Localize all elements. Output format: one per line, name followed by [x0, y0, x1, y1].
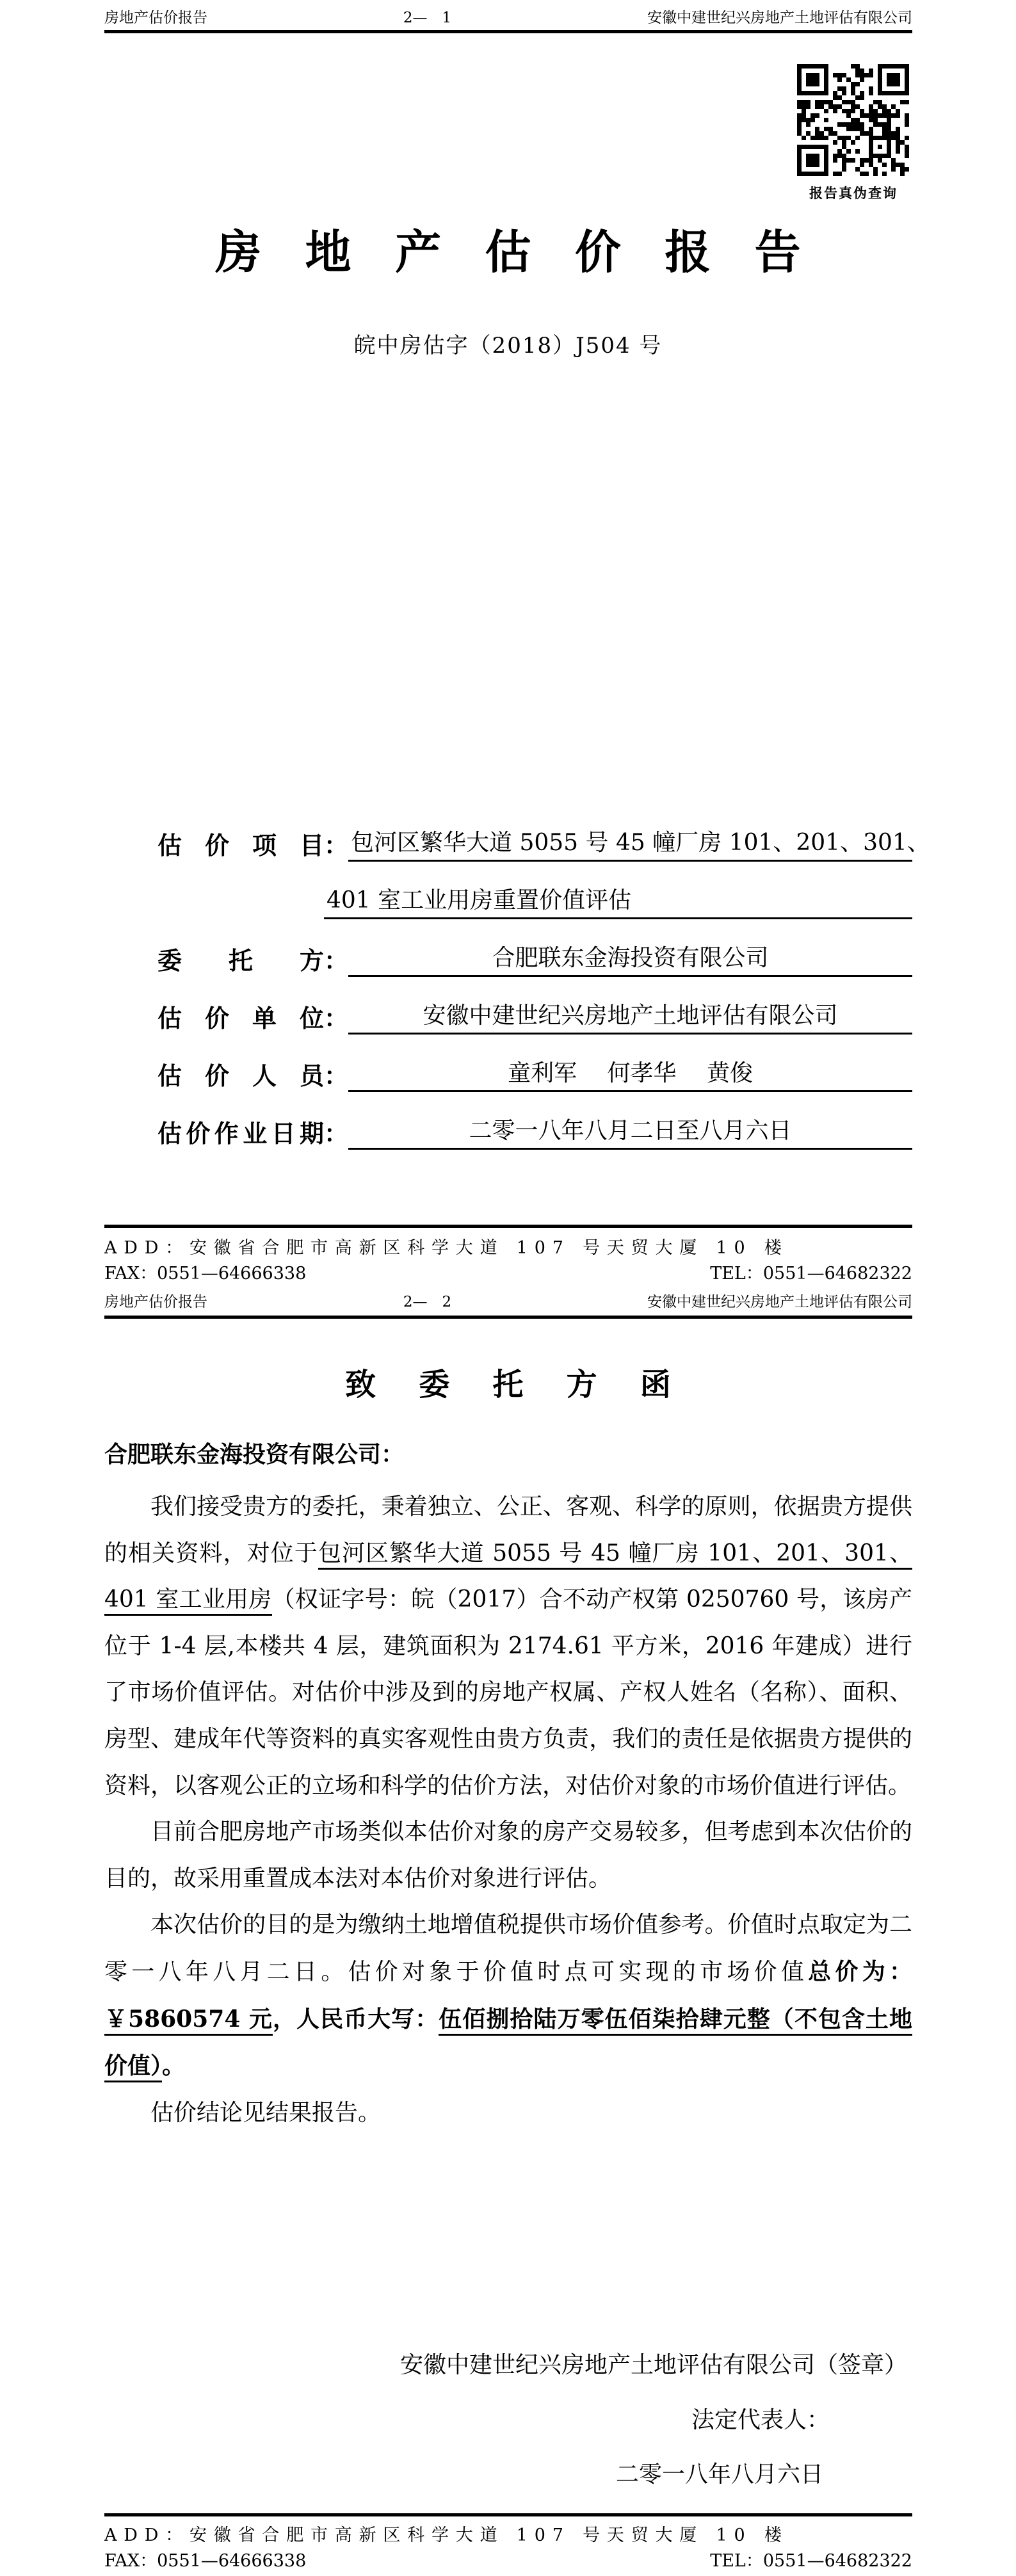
text-segment: 估价结论见结果报告。: [150, 2099, 382, 2126]
signature-legal-rep: 法定代表人：: [691, 2407, 830, 2433]
header-doc-title: 房地产估价报告: [104, 10, 207, 26]
field-colon: ：: [324, 1061, 349, 1090]
footer-tel: TEL：0551—64682322: [710, 1264, 912, 1284]
field-value: 包河区繁华大道 5055 号 45 幢厂房 101、201、301、: [348, 826, 912, 862]
text-segment: （权证字号：皖（2017）合不动产权第 0250760 号，该房产位于 1-4 层,本楼共 4 层，建筑面积为 2174.61 平方米，2016 年建成）进行了市场价值评估。对估价中涉及到的房地产权属、产权人姓名（名称）、面积、房型、建成年代等资料的真实客观性由贵方负责，我们的责任是依据贵方提供的资料，以客观公正的立场和科学的估价方法，对估价对象的市场价值进行评估。: [104, 1586, 912, 1799]
field-value: 童利军 何孝华 黄俊: [348, 1057, 912, 1092]
text-segment: 我们接受贵方的委托，秉着独立、公正、客观、科学的原则，依据贵方提供的相关资料，对位于: [104, 1493, 912, 1566]
field-colon: ：: [324, 946, 349, 975]
report-number: 皖中房估字（2018）J504 号: [353, 333, 663, 358]
letter-title: 致委托方函: [345, 1367, 714, 1403]
qr-code: [797, 64, 909, 176]
field-value: 401 室工业用房重置价值评估: [324, 884, 912, 919]
text-segment: 。: [162, 2052, 186, 2080]
field-value: 二零一八年八月二日至八月六日: [348, 1115, 912, 1150]
field-colon: ：: [324, 1119, 349, 1148]
text-segment: 包河区繁华大道 5055 号 45 幢厂房 101、201、301、401 室工业用房: [104, 1540, 912, 1616]
page2-footer-divider: [104, 2513, 912, 2516]
field-row: [104, 977, 912, 1034]
field-row: [104, 1092, 912, 1150]
text-segment: 总价为：: [808, 1958, 912, 1985]
field-label: 估价作业日期: [157, 1119, 324, 1148]
fields-block: [104, 804, 930, 1150]
field-label: 估价人员: [157, 1061, 324, 1090]
header-company-name: 安徽中建世纪兴房地产土地评估有限公司: [647, 10, 912, 26]
letter-paragraph: [104, 1902, 912, 2089]
text-segment: 目前合肥房地产市场类似本估价对象的房产交易较多，但考虑到本次估价的目的，故采用重置成本法对本估价对象进行评估。: [104, 1819, 912, 1892]
page2-footer-faxtel: [104, 2550, 912, 2572]
text-segment: 本次估价的目的是为缴纳土地增值税提供市场价值参考。价值时点取定为二零一八年八月二日。估价对象于价值时点可实现的市场价值: [104, 1912, 912, 1985]
field-row: [104, 1034, 912, 1092]
text-segment: ￥5860574 元: [104, 2006, 273, 2036]
letter-paragraph: [104, 1809, 912, 1902]
header-company-name: 安徽中建世纪兴房地产土地评估有限公司: [647, 1294, 912, 1310]
header-page-indicator: 2— 2: [403, 1294, 452, 1310]
letter-salutation: 合肥联东金海投资有限公司：: [104, 1441, 405, 1468]
signature-company: 安徽中建世纪兴房地产土地评估有限公司（签章）: [399, 2352, 907, 2378]
qr-caption: 报告真伪查询: [809, 185, 898, 201]
text-segment: 伍佰捌拾陆万零伍佰柒拾肆元整（不包含土地价值）: [104, 2006, 912, 2083]
text-segment: ，人民币大写：: [273, 2005, 439, 2033]
letter-body: [104, 1484, 912, 2136]
signature-date: 二零一八年八月六日: [615, 2461, 823, 2488]
letter-paragraph: [104, 1484, 912, 1809]
footer-fax: FAX：0551—64666338: [104, 2551, 307, 2571]
header-divider: [104, 30, 912, 33]
footer-fax: FAX：0551—64666338: [104, 1264, 307, 1284]
header-page-indicator: 2— 1: [403, 10, 452, 26]
page1-header: [104, 9, 912, 27]
field-label: 估价项目: [157, 831, 324, 860]
field-label: 委托方: [157, 946, 324, 975]
field-colon: ：: [324, 1004, 349, 1033]
field-row: [104, 804, 930, 862]
page2-header: [104, 1293, 912, 1311]
field-row: [104, 862, 912, 919]
page1-footer-address: ADD：安徽省合肥市高新区科学大道 107 号天贸大厦 10 楼: [104, 1238, 789, 1258]
field-label: 估价单位: [157, 1004, 324, 1033]
field-row: [104, 919, 912, 977]
header-divider: [104, 1316, 912, 1319]
field-colon: ：: [324, 831, 349, 860]
header-doc-title: 房地产估价报告: [104, 1294, 207, 1310]
field-value: 合肥联东金海投资有限公司: [348, 942, 912, 977]
footer-tel: TEL：0551—64682322: [710, 2551, 912, 2571]
report-title: 房地产估价报告: [215, 225, 845, 279]
letter-paragraph: [104, 2090, 912, 2137]
page2-footer-address: ADD：安徽省合肥市高新区科学大道 107 号天贸大厦 10 楼: [104, 2525, 789, 2545]
page1-footer-divider: [104, 1225, 912, 1228]
page1-footer-faxtel: [104, 1263, 912, 1285]
field-value: 安徽中建世纪兴房地产土地评估有限公司: [348, 999, 912, 1034]
